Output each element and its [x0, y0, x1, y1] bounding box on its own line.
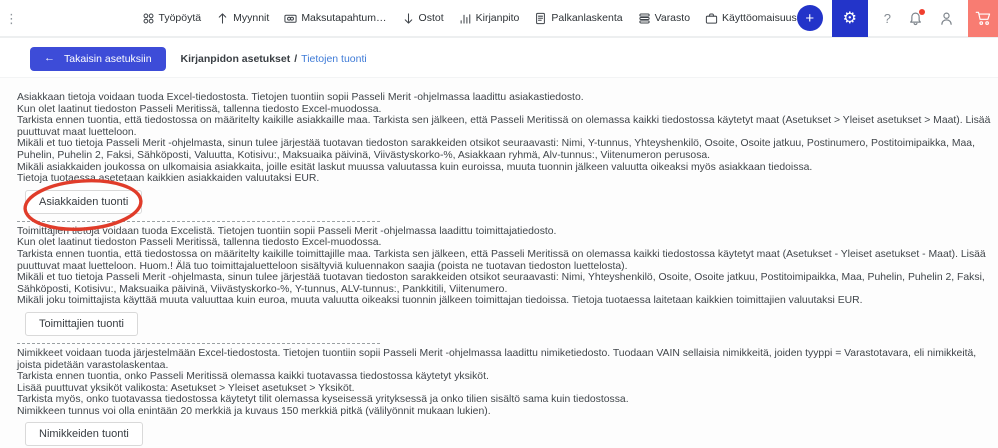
nav-label: Varasto	[654, 12, 691, 24]
nav-item-ostot[interactable]	[402, 12, 444, 25]
main-nav	[142, 12, 797, 25]
gear-icon: ⚙	[842, 10, 857, 27]
card-icon	[284, 12, 297, 25]
document-icon	[534, 12, 547, 25]
section-customers-import	[17, 92, 992, 214]
info-line: Mikäli et tuo tietoja Passeli Merit -ohjelmasta, sinun tulee järjestää tuotavan tiedoston sarakkeiden otsikot seuraavasti: Nimi, Y-tunnus, Yhteyshenkilö, Osoite, Osoite jatkuu, Postinumero, Postitoimipaikka, Maa, Puhelin, Puhelin 2, Faksi, Sähköposti, Valuutta, Kotisivu:, Maksuaika päivinä, Viivästyskorko-%, Asiakkaan ryhmä, Alv-tunnus:, Viitenumeron perusosa.	[17, 138, 975, 161]
help-button[interactable]: ?	[883, 10, 891, 26]
notification-dot	[919, 9, 925, 15]
customers-import-button[interactable]: Asiakkaiden tuonti	[25, 190, 142, 214]
nav-item-myynnit[interactable]	[216, 12, 269, 25]
breadcrumb-current: Tietojen tuonti	[301, 52, 367, 65]
nav-item-maksutapahtumat[interactable]	[284, 12, 386, 25]
nav-label: Myynnit	[233, 12, 270, 24]
section-divider	[17, 343, 380, 344]
nav-label: Ostot	[418, 12, 444, 24]
info-line: Kun olet laatinut tiedoston Passeli Meritissä, tallenna tiedosto Excel-muodossa.	[17, 103, 382, 115]
section-suppliers-import	[17, 226, 992, 336]
logo-placeholder	[25, 6, 118, 30]
cart-button[interactable]	[968, 0, 998, 37]
info-line: Toimittajien tietoja voidaan tuoda Excelistä. Tietojen tuontiin sopii Passeli Merit -ohjelmassa laadittu toimittajatiedosto.	[17, 225, 557, 237]
back-button-label: Takaisin asetuksiin	[64, 52, 152, 65]
arrow-down-icon	[402, 12, 415, 25]
plus-icon: +	[805, 9, 815, 27]
info-line: Tietoja tuotaessa asetetaan kaikkien asiakkaiden valuutaksi EUR.	[17, 173, 320, 185]
back-arrow-icon: ←	[44, 52, 55, 64]
items-import-button[interactable]: Nimikkeiden tuonti	[25, 422, 143, 446]
info-line: Mikäli asiakkaiden joukossa on ulkomaisia asiakkaita, joille esität laskut muussa valuutassa kuin euroissa, muuta tuonnin jälkeen valuutta oikeaksi myös asiakkaan tiedoissa.	[17, 161, 813, 173]
top-navigation-bar	[0, 0, 998, 38]
import-settings-content	[0, 78, 998, 448]
layers-icon	[638, 12, 651, 25]
add-button[interactable]	[797, 5, 823, 31]
breadcrumb	[181, 53, 367, 65]
nav-item-palkanlaskenta[interactable]	[534, 12, 622, 25]
info-line: Nimikkeet voidaan tuoda järjestelmään Excel-tiedostosta. Tietojen tuontiin sopii Passeli Merit -ohjelmassa laadittu nimiketiedosto. Tuodaan VAIN sellaisia nimikkeitä, joiden tyyppi = Varastotavara, eli nimikkeitä, joista pidetään varastolaskentaa.	[17, 347, 977, 371]
info-line: Kun olet laatinut tiedoston Passeli Meritissä, tallenna tiedosto Excel-muodossa.	[17, 237, 382, 249]
nav-label: Kirjanpito	[475, 12, 520, 24]
nav-item-varasto[interactable]	[638, 12, 690, 25]
bar-chart-icon	[459, 12, 472, 25]
info-line: Lisää puuttuvat yksiköt valikosta: Asetukset > Yleiset asetukset > Yksiköt.	[17, 382, 355, 394]
nav-label: Työpöytä	[158, 12, 202, 24]
section-divider	[17, 221, 380, 222]
breadcrumb-separator: /	[294, 52, 298, 65]
account-button[interactable]	[939, 11, 954, 26]
nav-item-kirjanpito[interactable]	[459, 12, 520, 25]
shopping-cart-icon	[975, 10, 992, 27]
dashboard-icon	[142, 12, 155, 25]
person-icon	[939, 11, 954, 26]
info-line: Tarkista ennen tuontia, että tiedostossa on määritelty kaikille asiakkaille maa. Tarkista sen jälkeen, että Passeli Meritissä on olemassa kaikki tiedostossa käytetyt maat (Asetukset > Yleiset asetukset > Maat). Lisää puuttuvat maat luetteloon.	[17, 115, 991, 138]
info-line: Tarkista ennen tuontia, että tiedostossa on määritelty kaikille toimittajille maa. Tarkista sen jälkeen, että Passeli Meritissä on olemassa kaikki tiedostossa käytetyt maat (Asetukset - Yleiset asetukset - Maat). Lisää puuttuvat maat luetteloon. Huom.! Älä tuo toimittajaluetteloon sisältyviä kuluennakon saajia (poista ne tuotavan tiedoston luettelosta).	[17, 248, 986, 272]
kebab-menu-icon[interactable]: ⋮	[5, 10, 18, 26]
notifications-button[interactable]	[908, 11, 923, 26]
info-line: Tarkista ennen tuontia, onko Passeli Meritissä olemassa kaikki tuotavassa tiedostossa käytetyt yksiköt.	[17, 371, 489, 383]
nav-label: Maksutapahtum…	[301, 12, 387, 24]
nav-label: Palkanlaskenta	[551, 12, 623, 24]
settings-toolbar	[0, 40, 998, 78]
info-line: Tarkista myös, onko tuotavassa tiedostossa käytetyt tilit olemassa kyseisessä yrityksessä ja onko tilien sisältö sama kuin tiedostossa.	[17, 394, 629, 406]
nav-label: Käyttöomaisuus	[722, 12, 797, 24]
info-line: Asiakkaan tietoja voidaan tuoda Excel-tiedostosta. Tietojen tuontiin sopii Passeli Merit -ohjelmassa laadittu asiakastiedosto.	[17, 92, 584, 103]
nav-item-kayttoomaisuus[interactable]	[705, 12, 797, 25]
suppliers-import-button[interactable]: Toimittajien tuonti	[25, 312, 138, 336]
info-line: Nimikkeen tunnus voi olla enintään 20 merkkiä ja kuvaus 150 merkkiä pitkä (välilyönnit mukaan lukien).	[17, 405, 491, 417]
nav-item-tyopoyta[interactable]	[142, 12, 202, 25]
arrow-up-icon	[216, 12, 229, 25]
briefcase-icon	[705, 12, 718, 25]
back-to-settings-button[interactable]	[30, 47, 166, 71]
section-items-import	[17, 348, 992, 447]
info-line: Mikäli joku toimittajista käyttää muuta valuuttaa kuin euroa, muuta valuutta oikeaksi tuonnin jälkeen toimittajan tiedoissa. Tietoja tuotaessa laitetaan kaikkien toimittajien valuutaksi EUR.	[17, 295, 863, 307]
breadcrumb-parent[interactable]: Kirjanpidon asetukset	[180, 52, 291, 65]
settings-button[interactable]	[832, 0, 868, 37]
info-line: Mikäli et tuo tietoja Passeli Merit -ohjelmasta, sinun tulee järjestää tuotavan tiedoston sarakkeiden otsikot seuraavasti: Nimi, Yhteyshenkilö, Osoite, Osoite jatkuu, Postitoimipaikka, Maa, Puhelin, Puhelin 2, Faksi, Sähköposti, Kotisivu:, Maksuaika päivinä, Viivästyskorko-%, Y-tunnus, ALV-tunnus:, Pankkitili, Viitenumero.	[17, 272, 985, 295]
topbar-actions	[797, 0, 998, 37]
